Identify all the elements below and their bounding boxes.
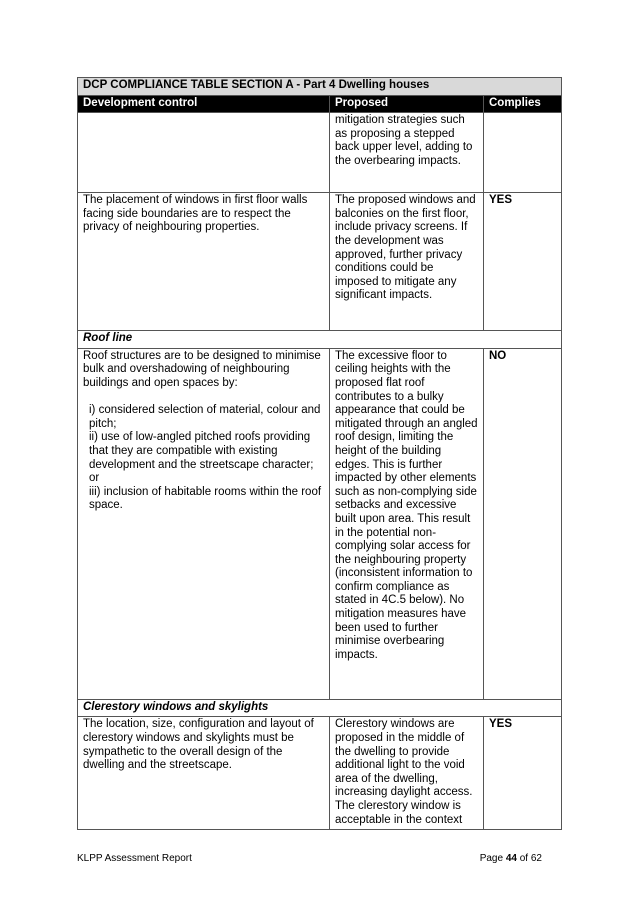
page-prefix: Page — [479, 853, 504, 864]
header-proposed: Proposed — [330, 95, 484, 113]
control-cell — [78, 113, 330, 193]
table-title: DCP COMPLIANCE TABLE SECTION A - Part 4 Dwelling houses — [78, 78, 562, 96]
spacer — [83, 391, 324, 405]
proposed-cell: The excessive floor to ceiling heights with the proposed flat roof contributes to a bulky appearance that could be mitigated through an angled roof design, limiting the height of the building edges. This is further impacted by other elements such as non-complying side setbacks and excessive built upon area. This result in the potential non-complying solar access for the neighbouring property (inconsistent information to confirm compliance as stated in 4C.5 below). No mitigation measures have been used to further minimise overbearing impacts. — [330, 348, 484, 699]
complies-cell — [484, 113, 562, 193]
proposed-cell: The proposed windows and balconies on the first floor, include privacy screens. If the development was approved, further privacy conditions could be imposed to mitigate any significant impacts. — [330, 193, 484, 331]
table-row — [78, 348, 562, 699]
dcp-compliance-table — [77, 77, 562, 830]
table-title-row — [78, 78, 562, 96]
table-row — [78, 717, 562, 830]
complies-cell: NO — [484, 348, 562, 699]
control-cell — [78, 348, 330, 699]
control-cell: The placement of windows in first floor walls facing side boundaries are to respect the privacy of neighbouring properties. — [78, 193, 330, 331]
table-header-row — [78, 95, 562, 113]
page-number: 44 — [505, 853, 517, 864]
complies-cell: YES — [484, 193, 562, 331]
control-item: iii) inclusion of habitable rooms within the roof space. — [89, 485, 322, 512]
proposed-cell: mitigation strategies such as proposing a stepped back upper level, adding to the overbearing impacts. — [330, 113, 484, 193]
control-item: i) considered selection of material, colour and pitch; — [89, 404, 321, 430]
table-row — [78, 113, 562, 193]
header-complies: Complies — [484, 95, 562, 113]
header-development-control: Development control — [78, 95, 330, 113]
control-intro: Roof structures are to be designed to minimise bulk and overshadowing of neighbouring buildings and open spaces by: — [83, 349, 321, 389]
section-heading-row — [78, 331, 562, 349]
section-heading-row — [78, 699, 562, 717]
complies-cell: YES — [484, 717, 562, 830]
proposed-cell: Clerestory windows are proposed in the middle of the dwelling to provide additional light to the void area of the dwelling, increasing daylight access. The clerestory window is acceptable in the context — [330, 717, 484, 830]
footer-report-name: KLPP Assessment Report — [77, 853, 192, 864]
control-item: ii) use of low-angled pitched roofs providing that they are compatible with existing development and the streetscape character; or — [89, 431, 314, 485]
footer-page-number — [480, 853, 542, 864]
page-total: of 62 — [519, 853, 542, 864]
section-heading-roof-line: Roof line — [78, 331, 562, 349]
section-heading-clerestory: Clerestory windows and skylights — [78, 699, 562, 717]
control-cell: The location, size, configuration and layout of clerestory windows and skylights must be sympathetic to the overall design of the dwelling and the streetscape. — [78, 717, 330, 830]
table-row — [78, 193, 562, 331]
